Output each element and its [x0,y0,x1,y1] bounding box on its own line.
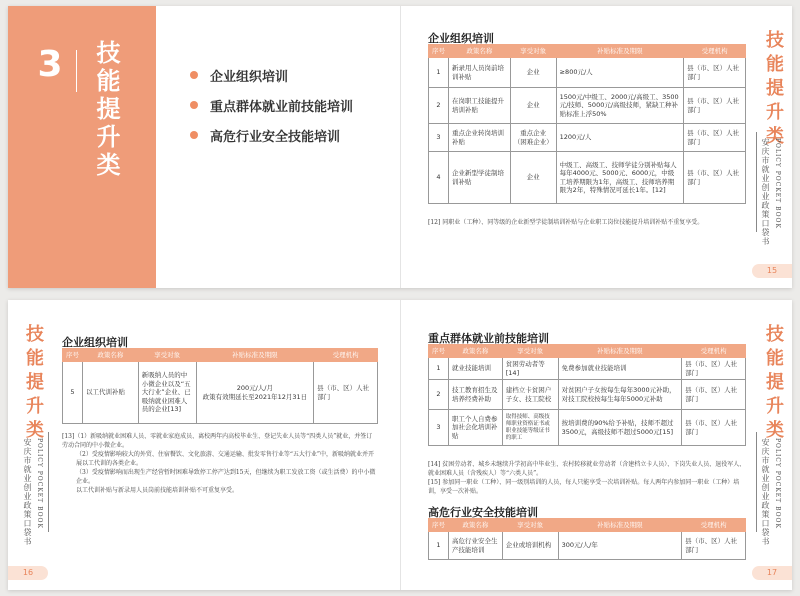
book-title-en: POLICY POCKET BOOK [774,438,781,529]
column-header: 序号 [429,45,449,58]
book-title-cn: 安庆市就业创业政策口袋书 [23,438,32,546]
cell-agency: 县（市、区）人社部门 [684,124,746,152]
cell-name: 重点企业转岗培训补贴 [448,124,510,152]
column-header: 序号 [429,519,449,532]
table-row [429,532,746,560]
cell-no: 4 [429,152,449,204]
cell-no: 1 [429,358,449,380]
cell-no: 1 [429,58,449,88]
table-row [429,410,746,446]
table-row [429,58,746,88]
column-header: 享受对象 [502,519,558,532]
toc-item-label: 高危行业安全技能培训 [210,129,341,145]
cell-standard: 300元/人/年 [558,532,682,560]
policy-table [428,44,746,204]
cell-target: 新吸纳人员的中小微企业以及“五大行业”企业、已吸纳就业困难人员的企业[13] [138,362,196,424]
cell-agency: 县（市、区）人社部门 [682,358,746,380]
policy-table [62,348,378,424]
footnote-line: [14] 贫困劳动者、城乡未继续升学初高中毕业生、农村转移就业劳动者（含建档立卡人员）、下岗失业人员、退役军人、就业困难人员（含残疾人）等“六类人员”。 [428,461,746,477]
table-header-row [63,349,378,362]
book-spread-bottom [8,300,792,590]
decorative-calligraphy: 技能提升类 [763,324,784,444]
column-header: 政策名称 [448,45,510,58]
page-gutter [400,300,401,590]
bullet-dot-icon [190,131,198,139]
cell-agency: 县（市、区）人社部门 [684,88,746,124]
cell-standard: 中级工、高级工、技师学徒分别补贴每人每年4000元、5000元、6000元，中级工培养期限为1年，高级工、技师培养期限为2年，特殊情况可延长1年。[12] [556,152,684,204]
footnote [428,460,746,496]
chapter-number: 3 [37,44,63,85]
cell-name: 职工个人自费参加社会化培训补贴 [448,410,502,446]
table-header-row [429,519,746,532]
column-header: 序号 [429,345,449,358]
cell-no: 1 [429,532,449,560]
footnote [62,432,378,495]
cell-agency: 县（市、区）人社部门 [684,58,746,88]
column-header: 补贴标准及期限 [196,349,314,362]
toc-item [190,90,353,120]
table-row [429,380,746,410]
book-title-en: POLICY POCKET BOOK [774,138,781,229]
column-header: 补贴标准及期限 [558,345,682,358]
cell-agency: 县（市、区）人社部门 [682,410,746,446]
book-title-cn: 安庆市就业创业政策口袋书 [761,138,770,246]
cell-name: 新录用人员岗前培训补贴 [448,58,510,88]
table-row [429,88,746,124]
footnote-line: 以工代训补贴与新录用人员岗前技能培训补贴不可重复享受。 [76,487,239,494]
page-number: 17 [752,566,792,580]
cell-name: 高危行业安全生产技能培训 [448,532,502,560]
cell-target: 企业 [510,88,556,124]
cell-target: 重点企业（困难企业） [510,124,556,152]
column-header: 补贴标准及期限 [558,519,682,532]
chapter-toc [190,60,353,150]
section-title: 高危行业安全技能培训 [428,506,538,519]
bullet-dot-icon [190,101,198,109]
page-number: 15 [752,264,792,278]
decorative-calligraphy: 技能提升类 [23,324,44,444]
toc-item [190,60,353,90]
cell-standard: 200元/人/月 政策有效期延长至2021年12月31日 [196,362,314,424]
cell-target: 企业或培训机构 [502,532,558,560]
decorative-calligraphy: 技能提升类 [763,30,784,150]
column-header: 享受对象 [502,345,558,358]
column-header: 享受对象 [510,45,556,58]
cell-standard: ≥800元/人 [556,58,684,88]
table-row [429,152,746,204]
cell-target: 取得技师、高级技师职业资格证书或职业技能等级证书的职工 [502,410,558,446]
section-title: 企业组织培训 [62,336,128,349]
column-header: 政策名称 [448,519,502,532]
column-header: 序号 [63,349,83,362]
cell-standard: 对贫困户子女按每生每年3000元补助，对技工院校按每生每年5000元补助 [558,380,682,410]
policy-table [428,344,746,446]
table-row [429,358,746,380]
footnote-line: [13]（1）新吸纳就业困难人员、零就业家庭成员、离校两年内高校毕业生、登记失业人员等“四类人员”就业，并签订劳动合同的中小微企业。 [62,433,373,449]
column-header: 受理机构 [314,349,378,362]
column-header: 享受对象 [138,349,196,362]
cell-no: 3 [429,410,449,446]
footnote-line: [15] 参加同一职业（工种）、同一级别培训的人员，每人只能享受一次培训补贴。每人两年内参加同一职业（工种）培训，享受一次补贴。 [428,479,740,495]
column-header: 受理机构 [682,345,746,358]
cell-agency: 县（市、区）人社部门 [314,362,378,424]
book-title-cn: 安庆市就业创业政策口袋书 [761,438,770,546]
footnote-line: （2）受疫情影响较大的外贸、住宿餐饮、文化旅游、交通运输、批发零售行业等“五大行业”中，新吸纳就业并开展以工代训的各类企业。 [76,451,374,467]
cell-name: 就业技能培训 [448,358,502,380]
cell-no: 2 [429,88,449,124]
vertical-rule [756,432,757,532]
toc-item-label: 企业组织培训 [210,69,289,85]
column-header: 受理机构 [682,519,746,532]
book-spread-top [8,6,792,288]
footnote-line: （3）受疫情影响而出现生产经营暂时困难导致停工停产达到15天，但继续为职工发放工资（或生活费）的中小微企业。 [76,469,376,485]
cell-standard: 1500元/中级工、2000元/高级工、3500元/技师、5000元/高级技师，紧缺工种补贴标准上浮50% [556,88,684,124]
footnote: [12] 同职业（工种）、同等级的企业新型学徒制培训补贴与企业职工岗位技能提升培训补贴不重复享受。 [428,219,704,226]
column-header: 政策名称 [82,349,138,362]
table-header-row [429,345,746,358]
section-title: 重点群体就业前技能培训 [428,332,549,345]
cell-agency: 县（市、区）人社部门 [682,380,746,410]
book-title-en: POLICY POCKET BOOK [36,438,43,529]
cell-name: 在岗职工技能提升培训补贴 [448,88,510,124]
chapter-divider [76,50,77,92]
page-number: 16 [8,566,48,580]
cell-name: 以工代训补贴 [82,362,138,424]
section-title: 企业组织培训 [428,32,494,45]
toc-item-label: 重点群体就业前技能培训 [210,99,354,115]
cell-no: 3 [429,124,449,152]
cell-target: 贫困劳动者等[14] [502,358,558,380]
table-row [429,124,746,152]
cell-name: 技工教育招生及培养经费补助 [448,380,502,410]
cell-standard: 1200元/人 [556,124,684,152]
cell-standard: 按培训费的90%给予补贴，技师不超过3500元，高级技师不超过5000元[15] [558,410,682,446]
cell-standard: 免费参加就业技能培训 [558,358,682,380]
cell-no: 5 [63,362,83,424]
toc-item [190,120,353,150]
cell-target: 企业 [510,58,556,88]
cell-target: 企业 [510,152,556,204]
column-header: 政策名称 [448,345,502,358]
table-header-row [429,45,746,58]
chapter-color-block [8,6,156,288]
column-header: 补贴标准及期限 [556,45,684,58]
policy-table [428,518,746,560]
column-header: 受理机构 [684,45,746,58]
cell-agency: 县（市、区）人社部门 [684,152,746,204]
vertical-rule [48,432,49,532]
chapter-title: 技能提升类 [92,40,120,180]
cell-name: 企业新型学徒制培训补贴 [448,152,510,204]
cell-target: 建档立卡贫困户子女、技工院校 [502,380,558,410]
table-row [63,362,378,424]
cell-no: 2 [429,380,449,410]
page-gutter [400,6,401,288]
bullet-dot-icon [190,71,198,79]
cell-agency: 县（市、区）人社部门 [682,532,746,560]
vertical-rule [756,132,757,232]
